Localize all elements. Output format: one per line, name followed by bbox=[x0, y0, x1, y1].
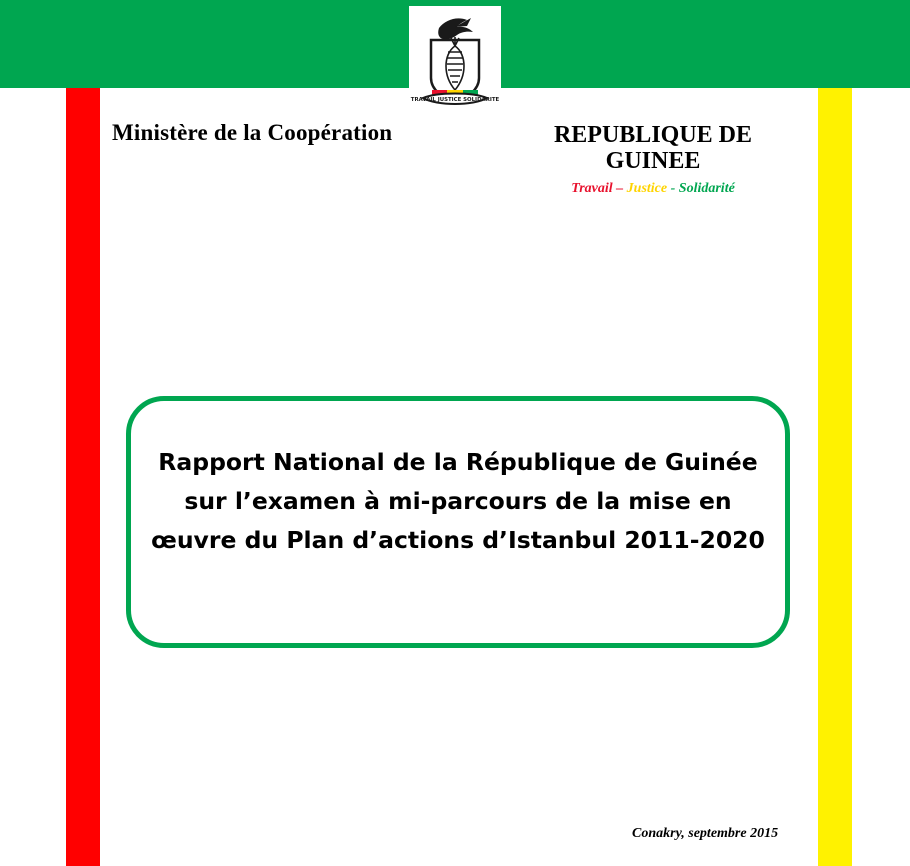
coat-of-arms-icon bbox=[409, 6, 501, 112]
motto-separator-1: – bbox=[616, 180, 624, 196]
republic-title: REPUBLIQUE DE GUINEE bbox=[553, 122, 753, 175]
republic-block bbox=[538, 122, 768, 197]
report-title-line-3: œuvre du Plan d’actions d’Istanbul 2011-2020 bbox=[151, 525, 765, 554]
report-title bbox=[148, 443, 768, 559]
right-yellow-stripe bbox=[818, 88, 852, 866]
motto-word-solidarite: Solidarité bbox=[678, 180, 735, 196]
report-title-line-2: sur l’examen à mi-parcours de la mise en bbox=[184, 486, 732, 515]
place-date-footer: Conakry, septembre 2015 bbox=[632, 826, 779, 841]
emblem-motto-text: TRAVAIL JUSTICE SOLIDARITE bbox=[410, 97, 500, 103]
ministry-label: Ministère de la Coopération bbox=[112, 120, 393, 145]
left-red-stripe bbox=[66, 88, 100, 866]
report-title-line-1: Rapport National de la République de Guinée bbox=[158, 448, 758, 476]
motto-word-justice: Justice bbox=[626, 180, 668, 196]
report-title-box bbox=[126, 396, 790, 648]
motto-word-travail: Travail bbox=[571, 180, 613, 196]
national-motto bbox=[538, 181, 768, 197]
motto-separator-2: - bbox=[670, 180, 676, 196]
